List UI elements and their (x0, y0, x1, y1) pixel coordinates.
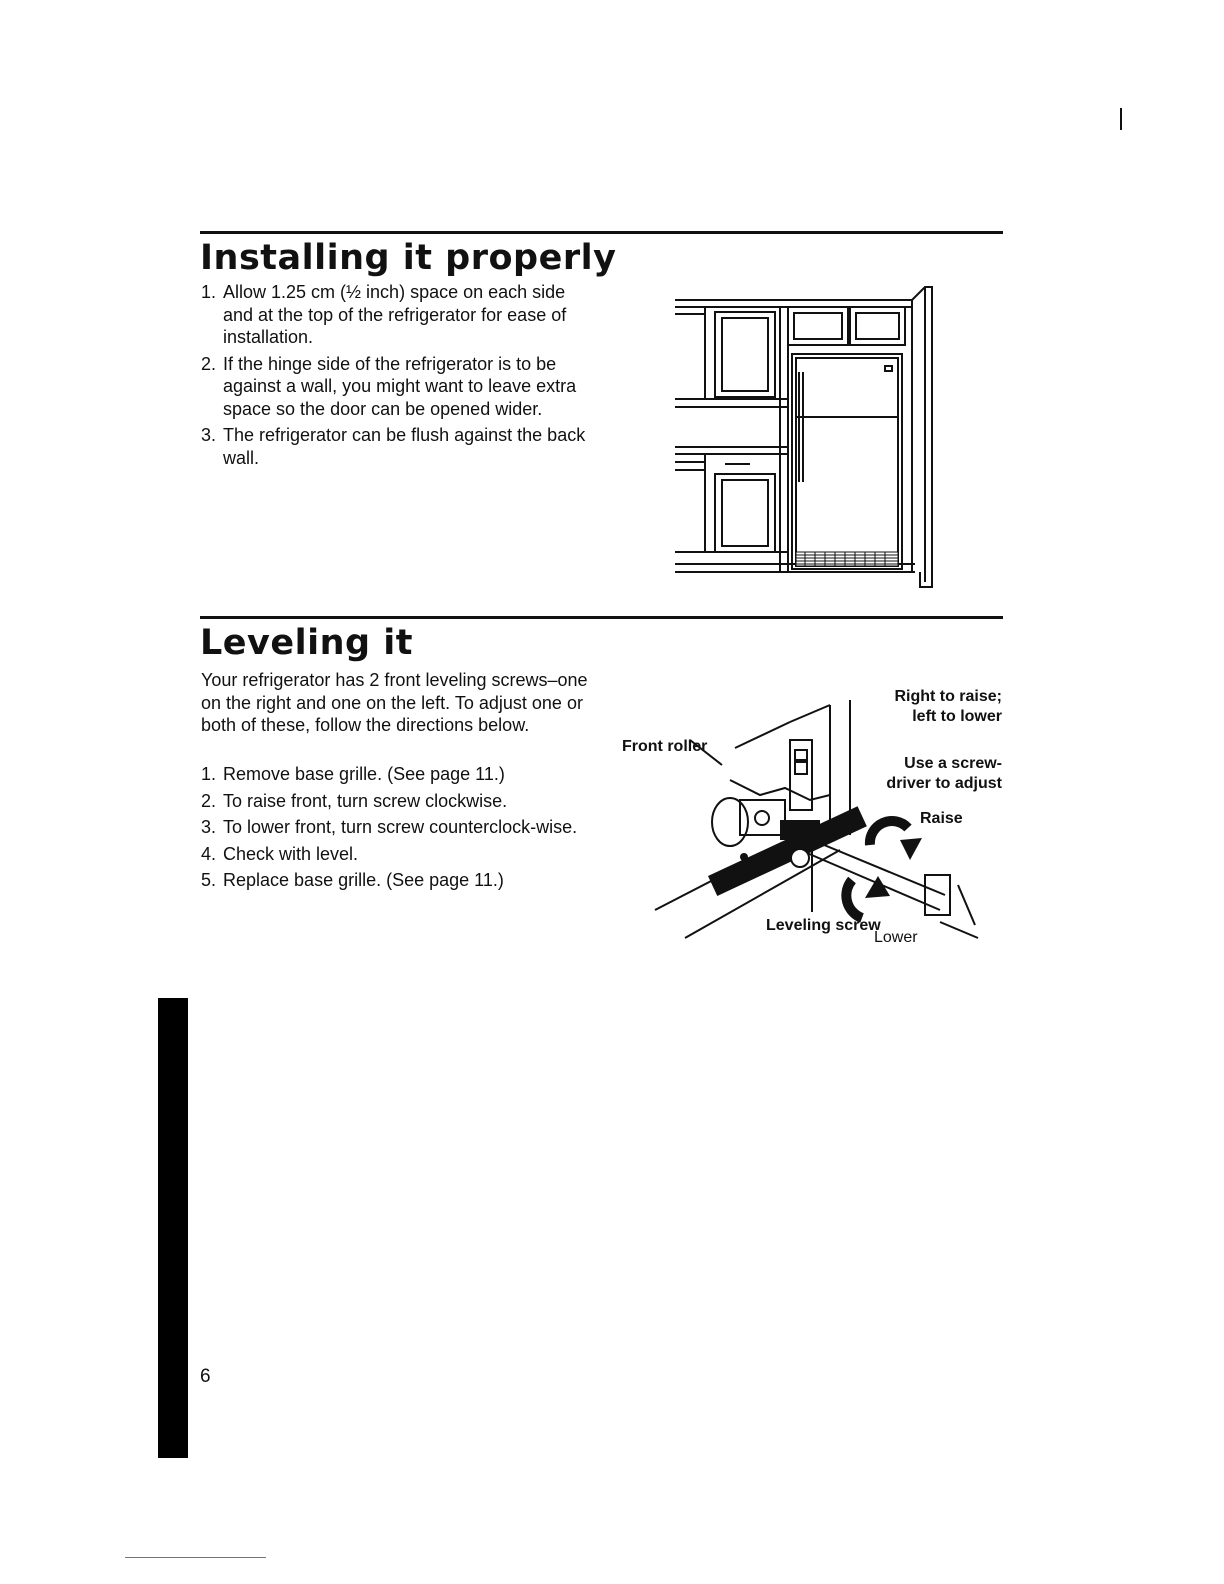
step-text: If the hinge side of the refrigerator is to be against a wall, you might want to leave extra space so the door can be opened wider. (223, 353, 577, 419)
step-text: To lower front, turn screw counterclock-wise. (223, 817, 578, 837)
list-item (201, 790, 601, 813)
leveling-steps-list (201, 763, 601, 896)
section-title-leveling: Leveling it (200, 623, 413, 663)
step-number: 3. (201, 425, 217, 445)
step-text: Check with level. (223, 843, 359, 864)
side-index-tab (158, 998, 188, 1458)
leveling-screw-label: Leveling screw (766, 917, 881, 934)
refrigerator-cabinet-illustration (670, 282, 945, 592)
right-to-raise-label: Right to raise; left to lower (894, 688, 1002, 725)
list-item (201, 353, 591, 421)
step-number: 5. (201, 870, 217, 890)
footer-link-underline (125, 1557, 266, 1558)
list-item (201, 816, 601, 839)
step-number: 2. (201, 353, 217, 374)
step-number: 1. (201, 764, 217, 784)
section-title-installing: Installing it properly (200, 238, 617, 278)
leveling-intro: Your refrigerator has 2 front leveling screws–one on the right and one on the left. To adjust one or both of these, follow the directions below. (201, 670, 588, 735)
list-item (201, 763, 601, 786)
step-number: 1. (201, 282, 217, 302)
step-number: 3. (201, 817, 217, 837)
section-rule (200, 231, 1003, 234)
list-item (201, 281, 591, 349)
step-text: Replace base grille. (See page 11.) (223, 870, 504, 890)
step-text: Remove base grille. (See page 11.) (223, 764, 505, 784)
step-number: 2. (201, 790, 217, 811)
list-item (201, 424, 591, 469)
list-item (201, 869, 601, 892)
front-roller-label: Front roller (622, 738, 708, 755)
lower-label: Lower (874, 929, 918, 946)
page-number: 6 (200, 1366, 211, 1387)
section-rule (200, 616, 1003, 619)
step-text: Allow 1.25 cm (½ inch) space on each side and at the top of the refrigerator for ease of installation. (223, 282, 567, 347)
step-number: 4. (201, 843, 217, 864)
margin-mark (1120, 108, 1122, 130)
install-steps-list (201, 281, 591, 473)
use-screwdriver-label: Use a screw-driver to adjust (886, 755, 1002, 792)
step-text: To raise front, turn screw clockwise. (223, 790, 508, 811)
step-text: The refrigerator can be flush against the back wall. (223, 425, 586, 468)
raise-label: Raise (920, 810, 963, 827)
list-item (201, 843, 601, 866)
